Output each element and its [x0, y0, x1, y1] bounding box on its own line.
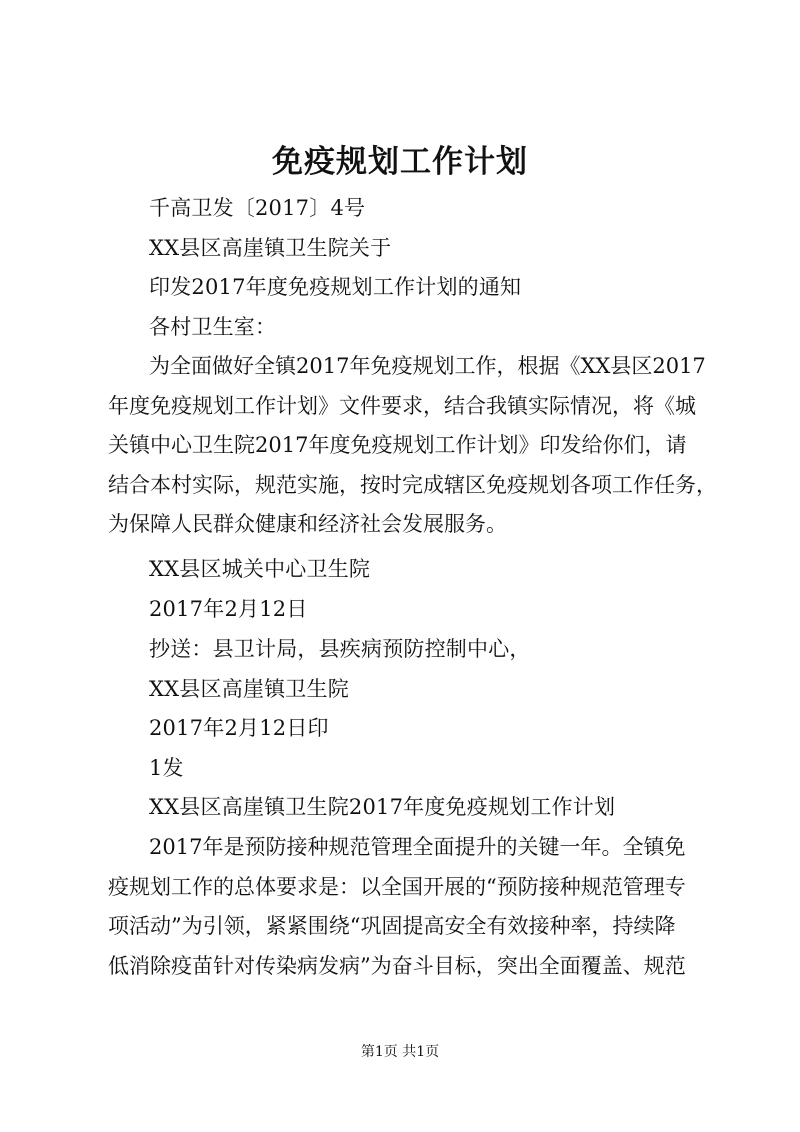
- paragraph-line: 疫规划工作的总体要求是：以全国开展的“预防接种规范管理专: [108, 874, 686, 899]
- paragraph-line: 2017年是预防接种规范管理全面提升的关键一年。全镇免: [149, 835, 686, 859]
- notice-number: 千高卫发〔2017〕4号: [149, 196, 366, 220]
- paragraph-line: 结合本村实际，规范实施，按时完成辖区免疫规划各项工作任务，: [108, 472, 717, 497]
- issuer-line: XX县区高崖镇卫生院关于: [149, 236, 392, 260]
- subject-line: 印发2017年度免疫规划工作计划的通知: [149, 275, 522, 299]
- cc-line: 抄送：县卫计局，县疾病预防控制中心，: [149, 637, 531, 661]
- plan-title: XX县区高崖镇卫生院2017年度免疫规划工作计划: [149, 795, 616, 819]
- page-footer: 第1页 共1页: [360, 1044, 440, 1060]
- paragraph-line: 项活动”为引领，紧紧围绕“巩固提高安全有效接种率，持续降: [108, 914, 676, 938]
- printer-org: XX县区高崖镇卫生院: [149, 677, 349, 701]
- print-date: 2017年2月12日印: [149, 716, 329, 740]
- document-title: 免疫规划工作计划: [272, 144, 528, 180]
- paragraph-line: 关镇中心卫生院2017年度免疫规划工作计划》印发给你们，请: [108, 433, 687, 457]
- copies: 1发: [149, 756, 184, 780]
- addressee: 各村卫生室：: [149, 315, 277, 339]
- body-paragraph-2: [108, 828, 708, 986]
- body-paragraph-1: [108, 347, 717, 545]
- signature-date: 2017年2月12日: [149, 597, 308, 621]
- paragraph-line: 年度免疫规划工作计划》文件要求，结合我镇实际情况，将《城: [108, 393, 696, 418]
- paragraph-line: 为保障人民群众健康和经济社会发展服务。: [108, 512, 507, 536]
- signature-org: XX县区城关中心卫生院: [149, 557, 371, 581]
- paragraph-line: 为全面做好全镇2017年免疫规划工作，根据《XX县区2017: [149, 354, 706, 378]
- paragraph-line: 低消除疫苗针对传染病发病”为奋斗目标，突出全面覆盖、规范: [108, 953, 686, 978]
